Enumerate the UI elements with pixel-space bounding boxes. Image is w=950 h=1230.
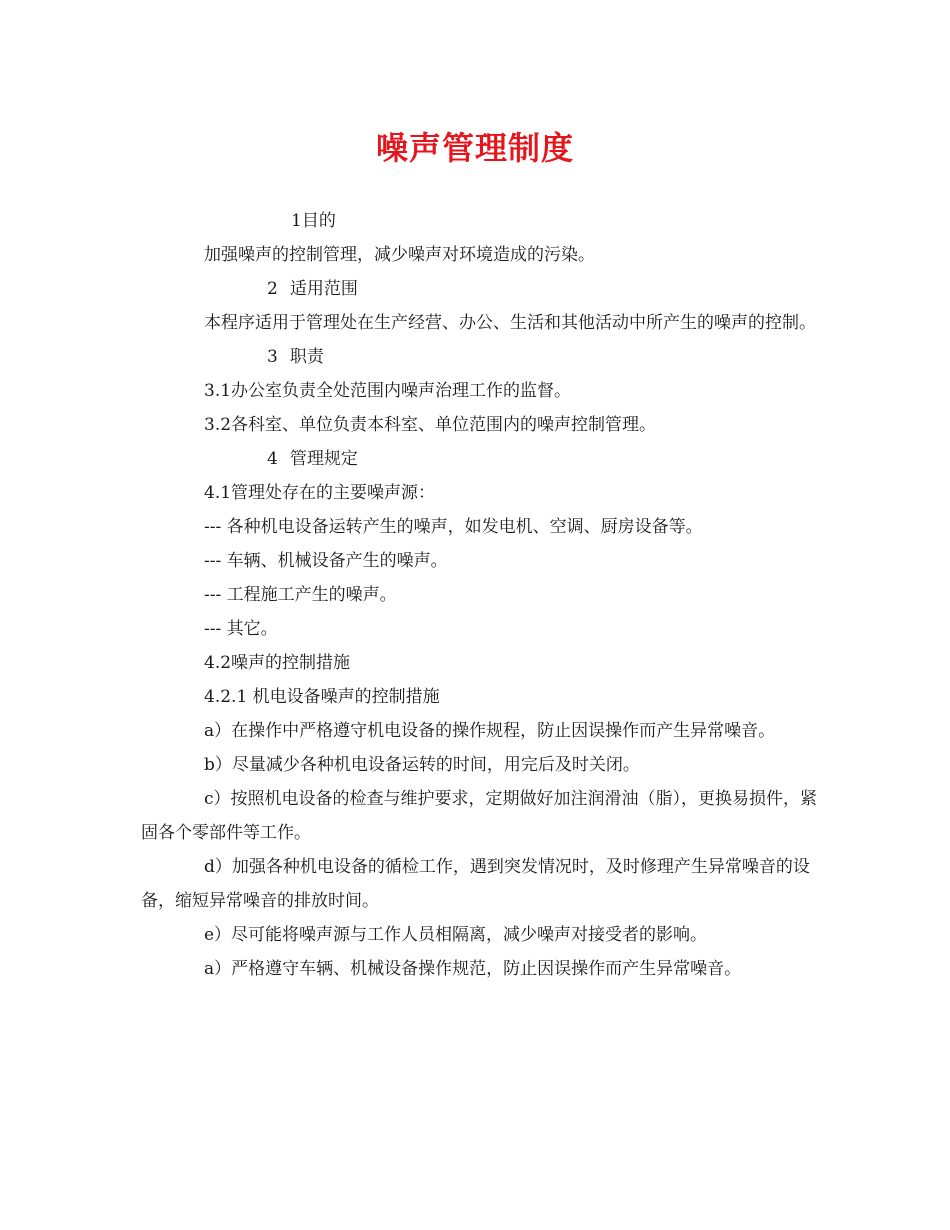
list-item: --- 车辆、机械设备产生的噪声。 [204,551,448,571]
paragraph: 3.1办公室负责全处范围内噪声治理工作的监督。 [204,381,572,401]
list-item: --- 各种机电设备运转产生的噪声，如发电机、空调、厨房设备等。 [204,517,703,537]
paragraph: 4.1管理处存在的主要噪声源： [204,483,436,503]
section-heading-text: 管理规定 [289,449,358,469]
paragraph: e）尽可能将噪声源与工作人员相隔离，减少噪声对接受者的影响。 [204,925,708,945]
paragraph: d）加强各种机电设备的循检工作，遇到突发情况时，及时修理产生异常噪音的设备，缩短异常噪音的排放时间。 [141,857,810,911]
list-item: --- 工程施工产生的噪声。 [204,585,397,605]
section-heading-text: 职责 [289,347,324,367]
section-number: 2 [267,279,278,299]
section-heading [141,204,821,238]
section-number: 4 [267,449,278,469]
paragraph: 4.2噪声的控制措施 [204,653,351,673]
paragraph: b）尽量减少各种机电设备运转的时间，用完后及时关闭。 [204,755,640,775]
paragraph: a）严格遵守车辆、机械设备操作规范，防止因误操作而产生异常噪音。 [204,959,742,979]
section-heading-text: 目的 [301,211,336,231]
section-heading [141,272,821,306]
document-body [141,204,821,986]
paragraph: 4.2.1 机电设备噪声的控制措施 [204,687,440,707]
paragraph: 本程序适用于管理处在生产经营、办公、生活和其他活动中所产生的噪声的控制。 [204,313,816,333]
section-heading [141,442,821,476]
section-heading [141,340,821,374]
document-title: 噪声管理制度 [375,129,574,167]
section-number: 1 [291,211,302,231]
paragraph: a）在操作中严格遵守机电设备的操作规程，防止因误操作而产生异常噪音。 [204,721,776,741]
list-item: --- 其它。 [204,619,278,639]
section-number: 3 [267,347,278,367]
paragraph: 3.2各科室、单位负责本科室、单位范围内的噪声控制管理。 [204,415,657,435]
paragraph: 加强噪声的控制管理，减少噪声对环境造成的污染。 [204,245,595,265]
section-heading-text: 适用范围 [289,279,358,299]
paragraph: c）按照机电设备的检查与维护要求，定期做好加注润滑油（脂），更换易损件，紧固各个零部件等工作。 [141,789,818,843]
